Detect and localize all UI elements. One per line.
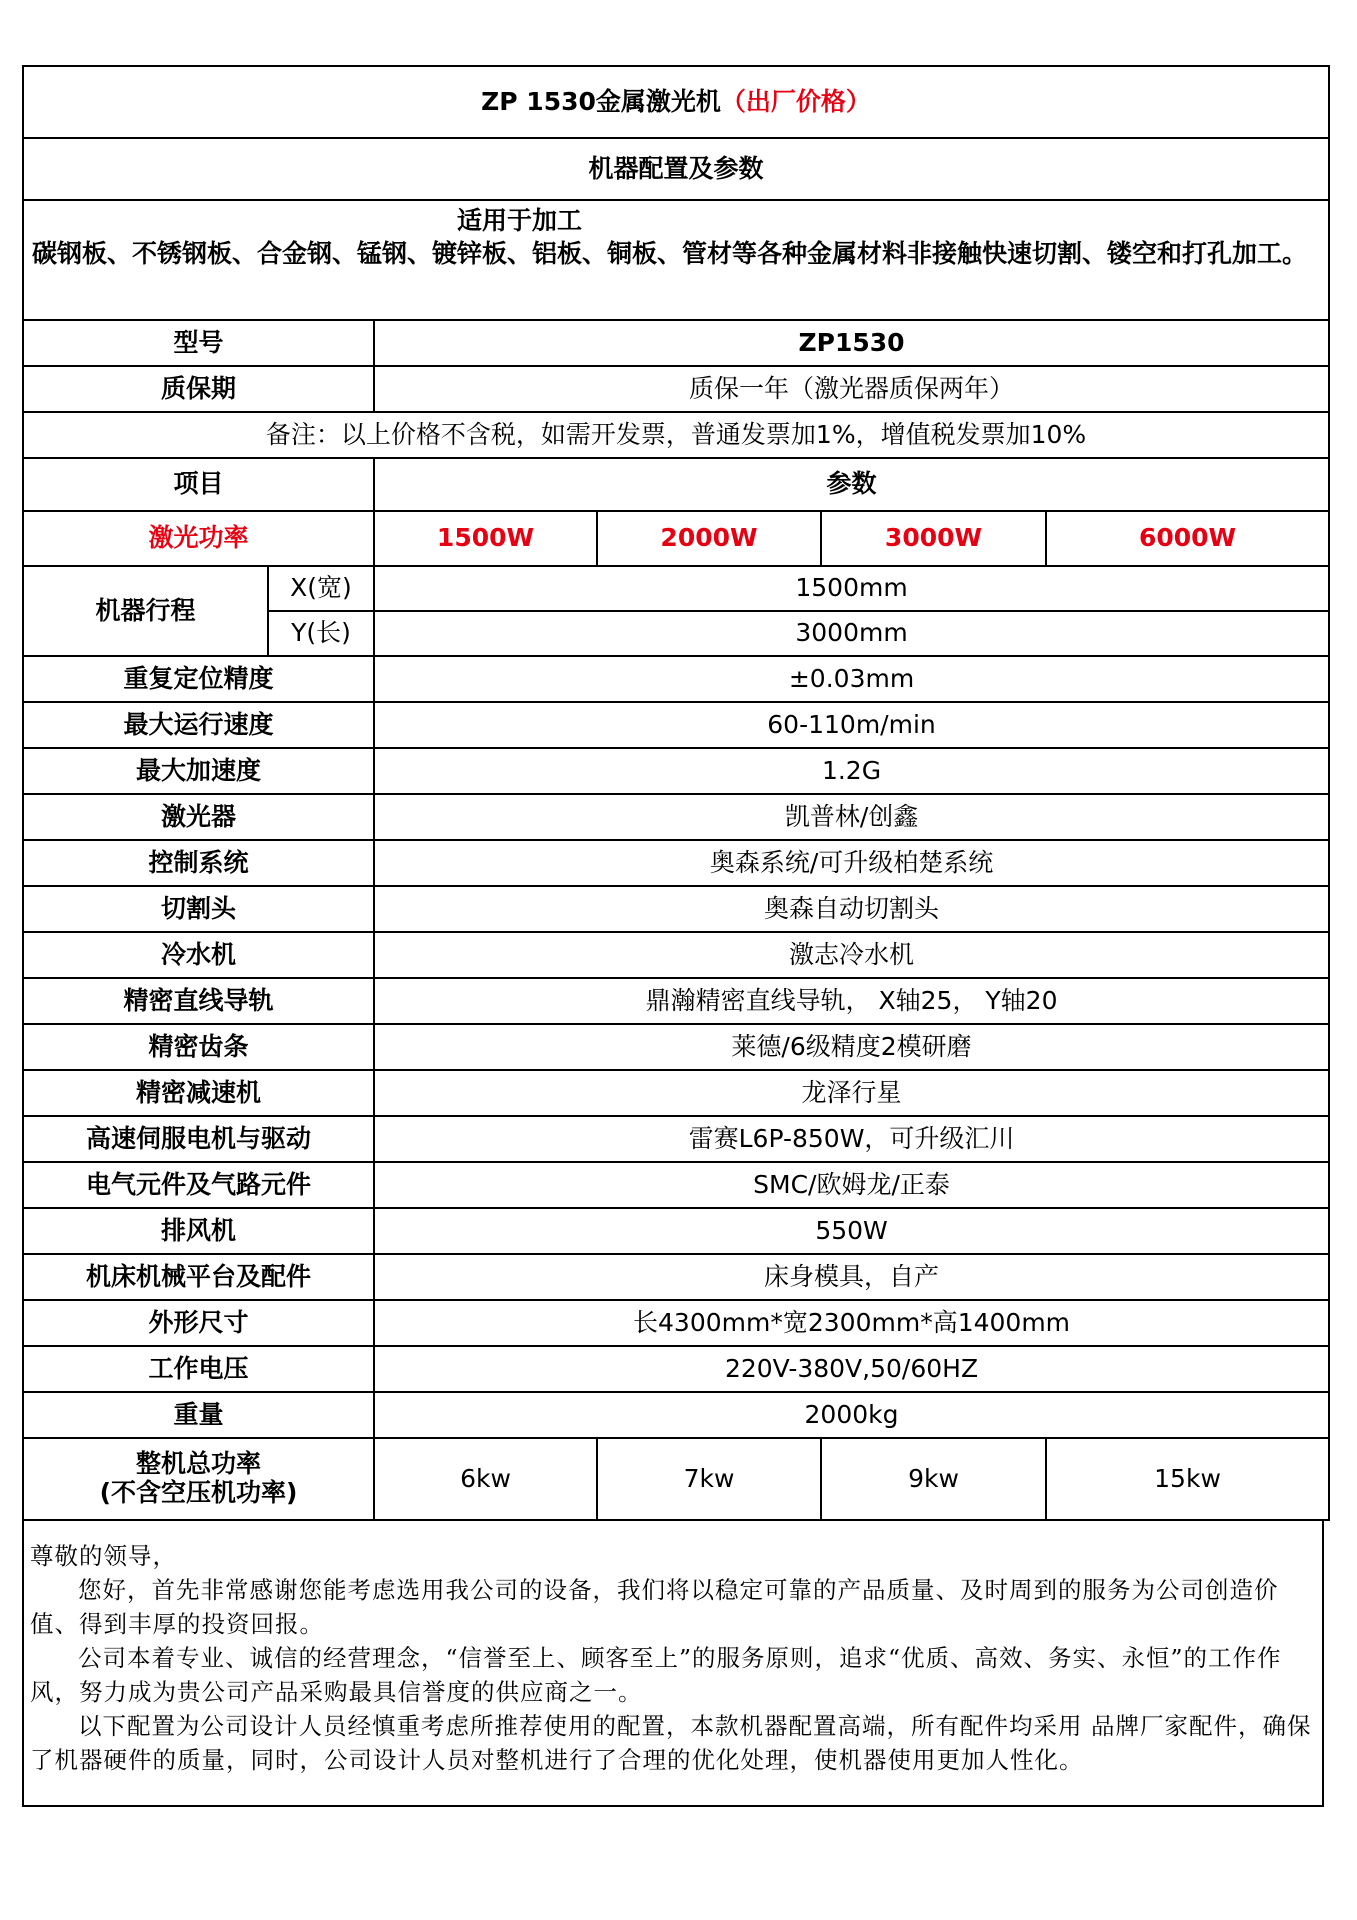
- spec-label: 精密减速机: [23, 1070, 374, 1116]
- total-power-label: [23, 1438, 374, 1520]
- letter-paragraph: 公司本着专业、诚信的经营理念，“信誉至上、顾客至上”的服务原则，追求“优质、高效、务实、永恒”的工作作风，努力成为贵公司产品采购最具信誉度的供应商之一。: [30, 1644, 1282, 1706]
- warranty-value: 质保一年（激光器质保两年）: [374, 366, 1329, 412]
- spec-label: 精密齿条: [23, 1024, 374, 1070]
- spec-label: 最大运行速度: [23, 702, 374, 748]
- spec-label: 冷水机: [23, 932, 374, 978]
- travel-x-label: X(宽): [268, 566, 374, 611]
- section-title: 机器配置及参数: [23, 138, 1329, 200]
- application-text: 碳钢板、不锈钢板、合金钢、锰钢、镀锌板、铝板、铜板、管材等各种金属材料非接触快速切割、镂空和打孔加工。: [32, 238, 1308, 268]
- power-value: 1500W: [374, 511, 597, 566]
- spec-value: SMC/欧姆龙/正泰: [374, 1162, 1329, 1208]
- spec-value: 550W: [374, 1208, 1329, 1254]
- spec-label: 外形尺寸: [23, 1300, 374, 1346]
- application-heading: 适用于加工: [457, 206, 583, 235]
- spec-value: 60-110m/min: [374, 702, 1329, 748]
- warranty-label: 质保期: [23, 366, 374, 412]
- spec-label: 重量: [23, 1392, 374, 1438]
- spec-value: 莱德/6级精度2模研磨: [374, 1024, 1329, 1070]
- spec-label: 电气元件及气路元件: [23, 1162, 374, 1208]
- travel-y-label: Y(长): [268, 611, 374, 656]
- spec-value: ±0.03mm: [374, 656, 1329, 702]
- spec-value: 床身模具，自产: [374, 1254, 1329, 1300]
- note-row: 备注：以上价格不含税，如需开发票，普通发票加1%，增值税发票加10%: [23, 412, 1329, 458]
- spec-value: 奥森自动切割头: [374, 886, 1329, 932]
- header-param: 参数: [374, 458, 1329, 511]
- spec-value: 鼎瀚精密直线导轨， X轴25， Y轴20: [374, 978, 1329, 1024]
- travel-label: 机器行程: [23, 566, 268, 656]
- total-power-value: 6kw: [374, 1438, 597, 1520]
- spec-label: 高速伺服电机与驱动: [23, 1116, 374, 1162]
- spec-value: 2000kg: [374, 1392, 1329, 1438]
- power-value: 6000W: [1046, 511, 1329, 566]
- price-sheet: [22, 65, 1328, 1807]
- letter-greeting: 尊敬的领导，: [30, 1542, 177, 1570]
- spec-label: 最大加速度: [23, 748, 374, 794]
- letter-paragraph: 以下配置为公司设计人员经慎重考虑所推荐使用的配置，本款机器配置高端，所有配件均采用 品牌厂家配件，确保了机器硬件的质量，同时，公司设计人员对整机进行了合理的优化处理，使机器使用更加人性化。: [30, 1712, 1312, 1774]
- spec-value: 激志冷水机: [374, 932, 1329, 978]
- total-power-label-line1: 整机总功率: [135, 1449, 261, 1479]
- application-cell: [23, 200, 1329, 320]
- travel-y-value: 3000mm: [374, 611, 1329, 656]
- spec-table: [22, 65, 1330, 1521]
- travel-x-value: 1500mm: [374, 566, 1329, 611]
- title-highlight: （出厂价格）: [720, 86, 871, 116]
- model-label: 型号: [23, 320, 374, 366]
- page-title: [23, 66, 1329, 138]
- total-power-label-line2: (不含空压机功率): [99, 1478, 298, 1507]
- spec-value: 凯普林/创鑫: [374, 794, 1329, 840]
- total-power-value: 7kw: [597, 1438, 821, 1520]
- header-item: 项目: [23, 458, 374, 511]
- spec-label: 排风机: [23, 1208, 374, 1254]
- spec-label: 精密直线导轨: [23, 978, 374, 1024]
- title-main: ZP 1530金属激光机: [481, 86, 721, 116]
- power-value: 3000W: [821, 511, 1046, 566]
- total-power-value: 15kw: [1046, 1438, 1329, 1520]
- spec-value: 奥森系统/可升级柏楚系统: [374, 840, 1329, 886]
- spec-value: 雷赛L6P-850W，可升级汇川: [374, 1116, 1329, 1162]
- spec-label: 激光器: [23, 794, 374, 840]
- total-power-value: 9kw: [821, 1438, 1046, 1520]
- spec-label: 工作电压: [23, 1346, 374, 1392]
- letter-paragraph: 您好，首先非常感谢您能考虑选用我公司的设备，我们将以稳定可靠的产品质量、及时周到的服务为公司创造价值、得到丰厚的投资回报。: [30, 1576, 1279, 1638]
- spec-value: 1.2G: [374, 748, 1329, 794]
- model-value: ZP1530: [374, 320, 1329, 366]
- power-label: 激光功率: [23, 511, 374, 566]
- spec-label: 重复定位精度: [23, 656, 374, 702]
- spec-label: 机床机械平台及配件: [23, 1254, 374, 1300]
- spec-label: 控制系统: [23, 840, 374, 886]
- spec-value: 220V-380V,50/60HZ: [374, 1346, 1329, 1392]
- spec-value: 龙泽行星: [374, 1070, 1329, 1116]
- spec-label: 切割头: [23, 886, 374, 932]
- power-value: 2000W: [597, 511, 821, 566]
- cover-letter: [22, 1521, 1324, 1807]
- spec-value: 长4300mm*宽2300mm*高1400mm: [374, 1300, 1329, 1346]
